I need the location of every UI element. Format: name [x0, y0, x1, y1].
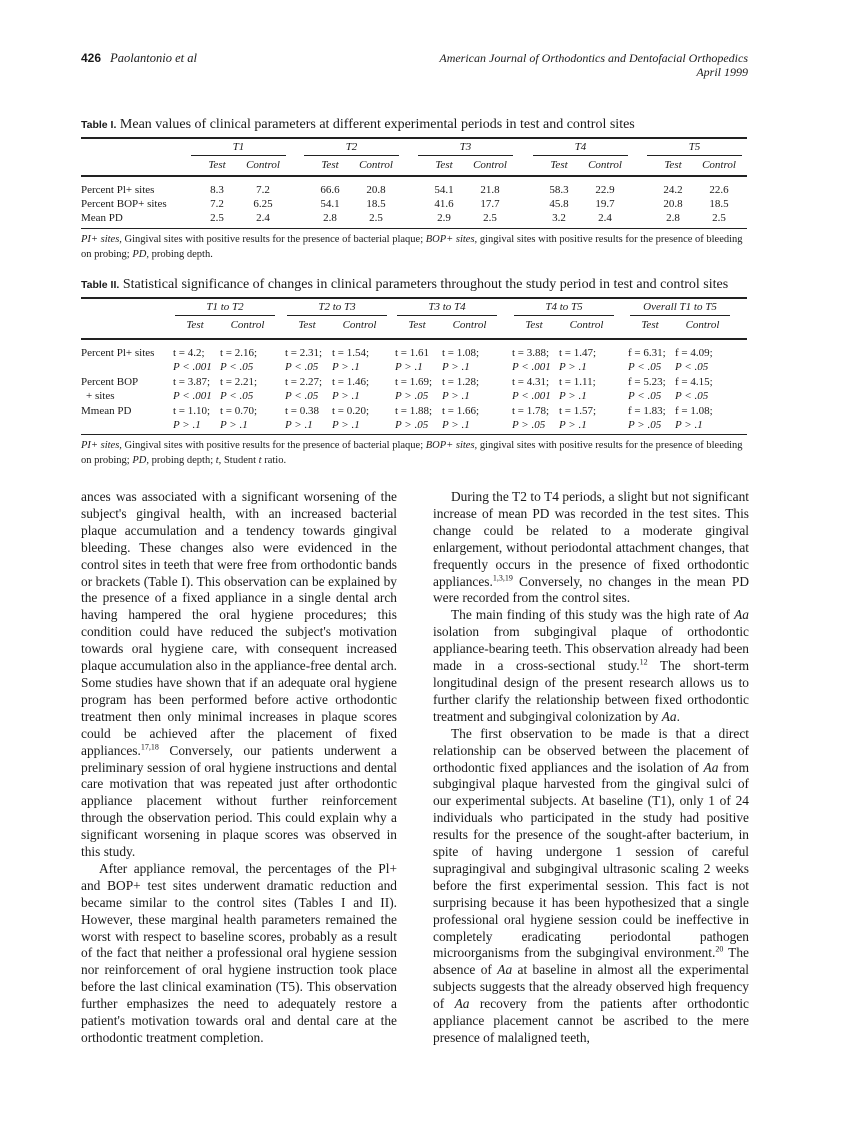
table1-cell: 2.5	[369, 212, 383, 224]
table2-period-header: Overall T1 to T5	[643, 301, 717, 313]
body-paragraph	[433, 607, 749, 725]
table1-cell: 2.9	[437, 212, 451, 224]
table1-period-rule	[533, 155, 628, 156]
organism-abbrev: Aa	[703, 759, 719, 775]
table1-cell: 3.2	[552, 212, 566, 224]
paragraph-text: from subgingival plaque harvested from the gingival sulci of our experimental subjects. At baseline (T1), only 1 of 24 individuals who participated in the study had positive results for the presence of the sought-after bacterium, in spite of having undergone 1 session of careful supragingival and subgingival ultrasonic scaling 2 weeks before the first experimental session. This fact is not surprising because it has been hypothesized that a single professional oral hygiene session could be ineffective in completely eradicating periodontal pathogen microorganisms from the subgingival environment.	[433, 759, 749, 961]
paragraph-text: at baseline in almost all the experimental subjects suggests that the already observed high frequency of	[433, 962, 749, 1012]
table2-stat-cell: t = 1.88;	[395, 405, 433, 417]
table2-subheader: Test	[525, 319, 543, 331]
table2-row-label: Mmean PD	[81, 405, 132, 417]
running-header-right	[439, 51, 748, 79]
table1-period-header: T1	[232, 141, 245, 153]
footnote-term: t	[258, 455, 262, 466]
table2-p-cell: P < .001	[512, 361, 551, 373]
table2-subheader: Control	[685, 319, 720, 331]
body-paragraph	[433, 489, 749, 607]
table2-p-cell: P < .05	[628, 361, 662, 373]
table2-period-header: T2 to T3	[318, 301, 356, 313]
table2-stat-cell: f = 4.09;	[675, 347, 713, 359]
table2-period-rule	[175, 315, 275, 316]
table2-stat-cell: t = 1.46;	[332, 376, 370, 388]
table2-p-cell: P > .1	[442, 390, 470, 402]
table1-period-rule	[647, 155, 742, 156]
table2-p-cell: P > .1	[442, 361, 470, 373]
table2-period-rule	[514, 315, 614, 316]
table2-p-cell: P < .001	[512, 390, 551, 402]
table2-stat-cell: t = 1.78;	[512, 405, 550, 417]
table1-subheader: Control	[246, 159, 280, 171]
table1-header-rule	[81, 175, 747, 177]
table2-p-cell: P < .05	[285, 361, 319, 373]
paragraph-text: recovery from the patients after orthodontic appliance placement cannot be ascribed to the mere presence of malaligned teeth,	[433, 996, 749, 1045]
table1-cell: 2.5	[712, 212, 726, 224]
table2-stat-cell: f = 4.15;	[675, 376, 713, 388]
table2-p-cell: P > .1	[285, 419, 313, 431]
table2-row-label: Percent BOP	[81, 376, 139, 388]
table2-p-cell: P > .05	[512, 419, 546, 431]
table2-period-rule	[630, 315, 730, 316]
organism-abbrev: Aa	[661, 708, 677, 724]
table1-bottom-rule	[81, 228, 747, 229]
table2-subheader: Test	[408, 319, 426, 331]
citation-reference: 12	[639, 657, 648, 667]
table2-caption	[81, 277, 728, 293]
table1-cell: 58.3	[549, 184, 569, 196]
table2-p-cell: P < .05	[220, 390, 254, 402]
footnote-term: PI+ sites,	[81, 440, 122, 451]
table1-top-rule	[81, 137, 747, 139]
table2-p-cell: P > .1	[559, 390, 587, 402]
table1-subheader: Control	[359, 159, 393, 171]
footnote-def: Student	[221, 455, 259, 466]
table2-stat-cell: t = 0.20;	[332, 405, 370, 417]
table2-subheader: Control	[569, 319, 604, 331]
table1-cell: 2.4	[256, 212, 270, 224]
table2-stat-cell: t = 1.11;	[559, 376, 596, 388]
table1-row-label: Percent Pl+ sites	[81, 184, 155, 196]
table2-p-cell: P > .1	[442, 419, 470, 431]
table2-p-cell: P < .05	[628, 390, 662, 402]
table1-cell: 54.1	[434, 184, 454, 196]
table2-title: Statistical significance of changes in clinical parameters throughout the study period in test and control sites	[122, 277, 729, 292]
table2-stat-cell: t = 3.87;	[173, 376, 211, 388]
table1-cell: 22.9	[595, 184, 615, 196]
table2-subheader: Control	[230, 319, 265, 331]
table2-p-cell: P > .1	[173, 419, 201, 431]
citation-reference: 17,18	[140, 742, 159, 752]
footnote-def: ratio.	[261, 455, 287, 466]
table2-p-cell: P > .05	[628, 419, 662, 431]
organism-abbrev: Aa	[454, 996, 470, 1012]
table2-stat-cell: t = 1.57;	[559, 405, 597, 417]
table2-stat-cell: t = 2.21;	[220, 376, 258, 388]
paragraph-text: The absence of	[433, 945, 749, 978]
table1-subheader: Control	[588, 159, 622, 171]
table2-p-cell: P > .1	[332, 419, 360, 431]
table1-title: Mean values of clinical parameters at different experimental periods in test and control sites	[119, 117, 635, 132]
table1-caption	[81, 117, 635, 133]
table2-stat-cell: f = 1.83;	[628, 405, 666, 417]
table2-stat-cell: t = 1.61	[395, 347, 430, 359]
table1-cell: 19.7	[595, 198, 615, 210]
running-header-left	[81, 51, 197, 66]
table2-stat-cell: t = 4.31;	[512, 376, 550, 388]
table2-stat-cell: t = 1.66;	[442, 405, 480, 417]
table2-stat-cell: t = 1.08;	[442, 347, 480, 359]
table2-p-cell: P > .1	[559, 361, 587, 373]
table1-subheader: Control	[473, 159, 507, 171]
footnote-term: BOP+ sites,	[425, 234, 478, 245]
table2-period-rule	[397, 315, 497, 316]
table1-cell: 45.8	[549, 198, 569, 210]
table1-cell: 2.4	[598, 212, 612, 224]
organism-abbrev: Aa	[497, 962, 513, 978]
body-paragraph	[81, 861, 397, 1047]
table2-top-rule	[81, 297, 747, 299]
table2-stat-cell: f = 1.08;	[675, 405, 713, 417]
table2-subheader: Control	[452, 319, 487, 331]
footnote-def: probing depth.	[148, 249, 213, 260]
table1-cell: 66.6	[320, 184, 340, 196]
table1-subheader: Test	[208, 159, 226, 171]
table2-p-cell: P > .1	[559, 419, 587, 431]
table1-subheader: Control	[702, 159, 736, 171]
citation-reference: 20	[715, 945, 724, 954]
table1-cell: 2.8	[323, 212, 337, 224]
table2-stat-cell: t = 2.31;	[285, 347, 323, 359]
table2-stat-cell: t = 1.54;	[332, 347, 370, 359]
table2-stat-cell: t = 0.70;	[220, 405, 258, 417]
journal-name: American Journal of Orthodontics and Dentofacial Orthopedics	[439, 51, 748, 65]
table1-cell: 7.2	[210, 198, 224, 210]
issue-date: April 1999	[696, 65, 748, 79]
table1-period-rule	[304, 155, 399, 156]
footnote-term: t,	[215, 455, 222, 466]
table2-subheader: Test	[186, 319, 204, 331]
citation-reference: 1,3,19	[492, 573, 513, 583]
table1-period-header: T2	[345, 141, 358, 153]
table2-p-cell: P < .05	[675, 390, 709, 402]
paragraph-text: The first observation to be made is that a direct relationship can be observed between the placement of orthodontic fixed appliances and the isolation of	[433, 725, 749, 775]
table2-p-cell: P > .1	[395, 361, 423, 373]
table1-label: Table I.	[81, 119, 117, 131]
table2-stat-cell: t = 1.28;	[442, 376, 480, 388]
table2-footnote	[81, 438, 747, 468]
table1-row-label: Mean PD	[81, 212, 123, 224]
table1-cell: 6.25	[253, 198, 273, 210]
page-number: 426	[81, 51, 102, 65]
table1-cell: 2.8	[666, 212, 680, 224]
table1-subheader: Test	[321, 159, 339, 171]
table2-header-rule	[81, 338, 747, 340]
table1-cell: 2.5	[210, 212, 224, 224]
table2-stat-cell: t = 1.10;	[173, 405, 211, 417]
paragraph-text: Conversely, no changes in the mean PD were recorded from the control sites.	[433, 573, 749, 606]
table2-p-cell: P < .05	[220, 361, 254, 373]
body-column-left	[81, 489, 397, 1047]
paragraph-text: isolation from subgingival plaque of orthodontic appliance-bearing teeth. This observation already had been made in a cross-sectional study.	[433, 624, 749, 674]
footnote-term: PI+ sites,	[81, 234, 122, 245]
table1-cell: 20.8	[663, 198, 683, 210]
running-authors: Paolantonio et al	[110, 51, 197, 65]
footnote-term: PD,	[132, 455, 149, 466]
footnote-def: Gingival sites with positive results for the presence of bacterial plaque;	[121, 440, 426, 451]
paragraph-text: The main finding of this study was the high rate of	[451, 607, 735, 623]
table1-subheader: Test	[550, 159, 568, 171]
footnote-def: Gingival sites with positive results for the presence of bacterial plaque;	[121, 234, 426, 245]
table1-cell: 18.5	[709, 198, 729, 210]
table1-footnote	[81, 232, 747, 262]
table1-subheader: Test	[435, 159, 453, 171]
table2-p-cell: P < .05	[285, 390, 319, 402]
table1-cell: 18.5	[366, 198, 386, 210]
table1-period-header: T3	[459, 141, 472, 153]
table2-stat-cell: t = 4.2;	[173, 347, 205, 359]
table2-stat-cell: t = 1.69;	[395, 376, 433, 388]
table2-p-cell: P > .1	[220, 419, 248, 431]
footnote-def: gingival sites with positive results for the presence of bleeding on probing;	[81, 234, 743, 260]
table2-period-header: T4 to T5	[545, 301, 583, 313]
table1-cell: 7.2	[256, 184, 270, 196]
body-paragraph	[81, 489, 397, 861]
table2-subheader: Test	[641, 319, 659, 331]
table1-cell: 24.2	[663, 184, 683, 196]
table2-period-header: T1 to T2	[206, 301, 244, 313]
table2-label: Table II.	[81, 279, 120, 291]
table1-cell: 2.5	[483, 212, 497, 224]
footnote-def: probing depth;	[148, 455, 216, 466]
table1-cell: 8.3	[210, 184, 224, 196]
table1-row-label: Percent BOP+ sites	[81, 198, 167, 210]
table2-bottom-rule	[81, 434, 747, 435]
table2-p-cell: P < .05	[675, 361, 709, 373]
table1-cell: 54.1	[320, 198, 340, 210]
table1-period-rule	[418, 155, 513, 156]
table2-subheader: Control	[342, 319, 377, 331]
paragraph-text: During the T2 to T4 periods, a slight but not significant increase of mean PD was recorded in the test sites. This change could be related to a moderate gingival enlargement, without periodontal attachment changes, that frequently occurs in the presence of fixed orthodontic appliances.	[433, 489, 749, 589]
footnote-term: BOP+ sites,	[425, 440, 478, 451]
table2-row-label: Percent Pl+ sites	[81, 347, 155, 359]
table2-p-cell: P > .05	[395, 390, 429, 402]
table2-p-cell: P > .1	[332, 361, 360, 373]
paragraph-text: ances was associated with a significant worsening of the subject's gingival health, with an increased bacterial plaque accumulation and a tendency towards gingival bleeding. These changes also were evidenced in the control sites in teeth that were free from orthodontic bands or brackets (Table I). This observation can be explained by the presence of a fixed appliance in a single dental arch having hampered the oral hygiene procedures; this condition could have reduced the subject's motivation towards oral hygiene care, with consequent increased plaque accumulation also in the appliance-free dental arch. Some studies have shown that if an adequate oral hygiene program has been performed before active orthodontic treatment then only minimal increases in plaque scores could be achieved after the placement of fixed appliances.	[81, 489, 397, 758]
table1-cell: 22.6	[709, 184, 729, 196]
table2-p-cell: P > .1	[675, 419, 703, 431]
table2-subheader: Test	[298, 319, 316, 331]
table2-stat-cell: t = 3.88;	[512, 347, 550, 359]
table1-cell: 41.6	[434, 198, 454, 210]
table1-period-header: T4	[574, 141, 587, 153]
footnote-term: PD,	[132, 249, 149, 260]
table2-p-cell: P > .1	[332, 390, 360, 402]
table2-stat-cell: t = 2.27;	[285, 376, 323, 388]
table2-stat-cell: t = 0.38	[285, 405, 320, 417]
body-column-right	[433, 489, 749, 1047]
table1-period-rule	[191, 155, 286, 156]
table2-period-header: T3 to T4	[428, 301, 466, 313]
table1-period-header: T5	[688, 141, 701, 153]
table2-stat-cell: t = 2.16;	[220, 347, 258, 359]
table2-row-label-cont: + sites	[86, 390, 115, 402]
paragraph-text: Conversely, our patients underwent a preliminary session of oral hygiene instructions and dental care motivation that was repeated just after orthodontic appliance placement without further reinforcement through the observation period. This could explain why a significant worsening in plaque scores was observed in this study.	[81, 742, 397, 860]
table2-p-cell: P < .001	[173, 361, 212, 373]
table2-stat-cell: f = 6.31;	[628, 347, 666, 359]
organism-abbrev: Aa	[734, 607, 749, 623]
paragraph-text: After appliance removal, the percentages of the Pl+ and BOP+ test sites underwent dramatic reduction and became similar to the control sites (Tables I and II). However, these marginal health parameters remained the worst with respect to baseline scores, probably as a result of the fact that neither a professional oral hygiene session nor reinforcement of oral hygiene instruction took place before the last clinical examination (T5). This observation further emphasizes the need to adequately restore a patient's motivation towards oral and dental care at the orthodontic treatment completion.	[81, 860, 397, 1045]
table2-p-cell: P > .05	[395, 419, 429, 431]
paragraph-text: The short-term longitudinal design of the present research allows us to further clarify the relationship between fixed orthodontic treatment and subgingival colonization by	[433, 658, 749, 724]
table2-period-rule	[287, 315, 387, 316]
paragraph-text: .	[676, 708, 680, 724]
body-paragraph	[433, 726, 749, 1047]
table2-stat-cell: f = 5.23;	[628, 376, 666, 388]
table2-stat-cell: t = 1.47;	[559, 347, 597, 359]
footnote-def: gingival sites with positive results for the presence of bleeding on probing;	[81, 440, 743, 466]
table1-cell: 20.8	[366, 184, 386, 196]
table1-cell: 21.8	[480, 184, 500, 196]
table1-cell: 17.7	[480, 198, 500, 210]
table1-subheader: Test	[664, 159, 682, 171]
table2-p-cell: P < .001	[173, 390, 212, 402]
